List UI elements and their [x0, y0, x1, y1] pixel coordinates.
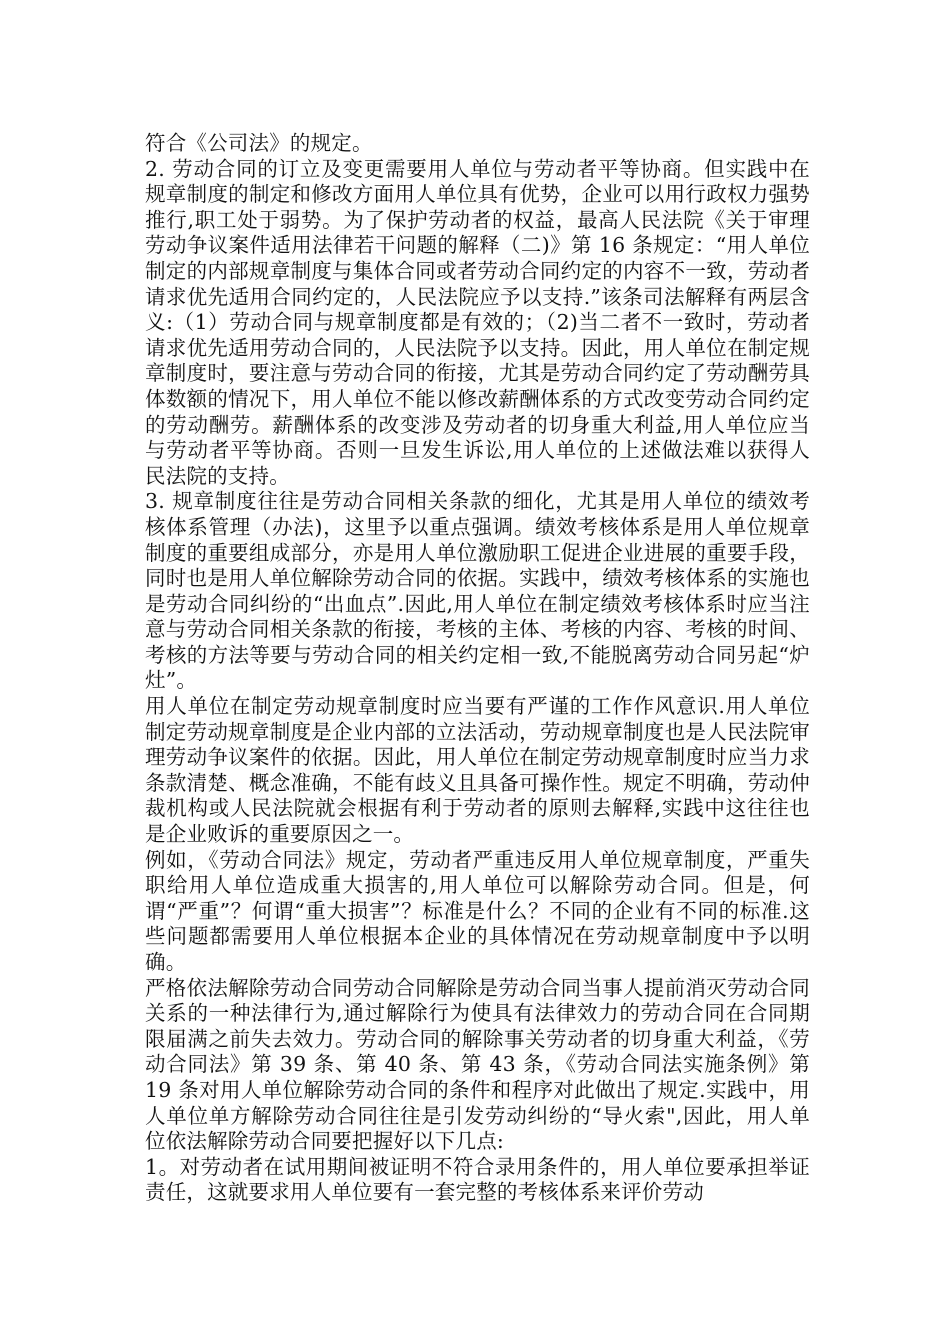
paragraph-point-1-probation: 1。对劳动者在试用期间被证明不符合录用条件的，用人单位要承担举证责任，这就要求用人单位要有一套完整的考核体系来评价劳动	[145, 1154, 810, 1205]
document-body	[145, 131, 810, 1206]
paragraph-point-3-performance-appraisal: 3. 规章制度往往是劳动合同相关条款的细化，尤其是用人单位的绩效考核体系管理（办法)，这里予以重点强调。绩效考核体系是用人单位规章制度的重要组成部分，亦是用人单位激励职工促进企业进展的重要手段，同时也是用人单位解除劳动合同的依据。实践中，绩效考核体系的实施也是劳动合同纠纷的“出血点”.因此,用人单位在制定绩效考核体系时应当注意与劳动合同相关条款的衔接，考核的主体、考核的内容、考核的时间、考核的方法等要与劳动合同的相关约定相一致,不能脱离劳动合同另起“炉灶”。	[145, 489, 810, 693]
paragraph-company-law-compliance: 符合《公司法》的规定。	[145, 131, 373, 155]
paragraph-example-serious-violation: 例如，《劳动合同法》规定，劳动者严重违反用人单位规章制度，严重失职给用人单位造成重大损害的,用人单位可以解除劳动合同。但是，何谓“严重”？何谓“重大损害”？标准是什么？不同的企业有不同的标准.这些问题都需要用人单位根据本企业的具体情况在劳动规章制度中予以明确。	[145, 847, 810, 974]
paragraph-point-2-equal-negotiation: 2. 劳动合同的订立及变更需要用人单位与劳动者平等协商。但实践中在规章制度的制定和修改方面用人单位具有优势，企业可以用行政权力强势推行,职工处于弱势。为了保护劳动者的权益，最高人民法院《关于审理劳动争议案件适用法律若干问题的解释（二)》第 16 条规定：“用人单位制定的内部规章制度与集体合同或者劳动合同约定的内容不一致，劳动者请求优先适用合同约定的，人民法院应予以支持.”该条司法解释有两层含义:（1）劳动合同与规章制度都是有效的；（2)当二者不一致时，劳动者请求优先适用劳动合同的，人民法院予以支持。因此，用人单位在制定规章制度时，要注意与劳动合同的衔接，尤其是劳动合同约定了劳动酬劳具体数额的情况下，用人单位不能以修改薪酬体系的方式改变劳动合同约定的劳动酬劳。薪酬体系的改变涉及劳动者的切身重大利益,用人单位应当与劳动者平等协商。否则一旦发生诉讼,用人单位的上述做法难以获得人民法院的支持。	[145, 156, 810, 488]
paragraph-rigorous-rulemaking: 用人单位在制定劳动规章制度时应当要有严谨的工作作风意识.用人单位制定劳动规章制度是企业内部的立法活动，劳动规章制度也是人民法院审理劳动争议案件的依据。因此，用人单位在制定劳动规章制度时应当力求条款清楚、概念准确，不能有歧义且具备可操作性。规定不明确，劳动仲裁机构或人民法院就会根据有利于劳动者的原则去解释,实践中这往往也是企业败诉的重要原因之一。	[145, 694, 810, 847]
paragraph-lawful-termination: 严格依法解除劳动合同劳动合同解除是劳动合同当事人提前消灭劳动合同关系的一种法律行为,通过解除行为使具有法律效力的劳动合同在合同期限届满之前失去效力。劳动合同的解除事关劳动者的切身重大利益，《劳动合同法》第 39 条、第 40 条、第 43 条，《劳动合同法实施条例》第 19 条对用人单位解除劳动合同的条件和程序对此做出了规定.实践中，用人单位单方解除劳动合同往往是引发劳动纠纷的“导火索",因此，用人单位依法解除劳动合同要把握好以下几点:	[145, 975, 810, 1154]
